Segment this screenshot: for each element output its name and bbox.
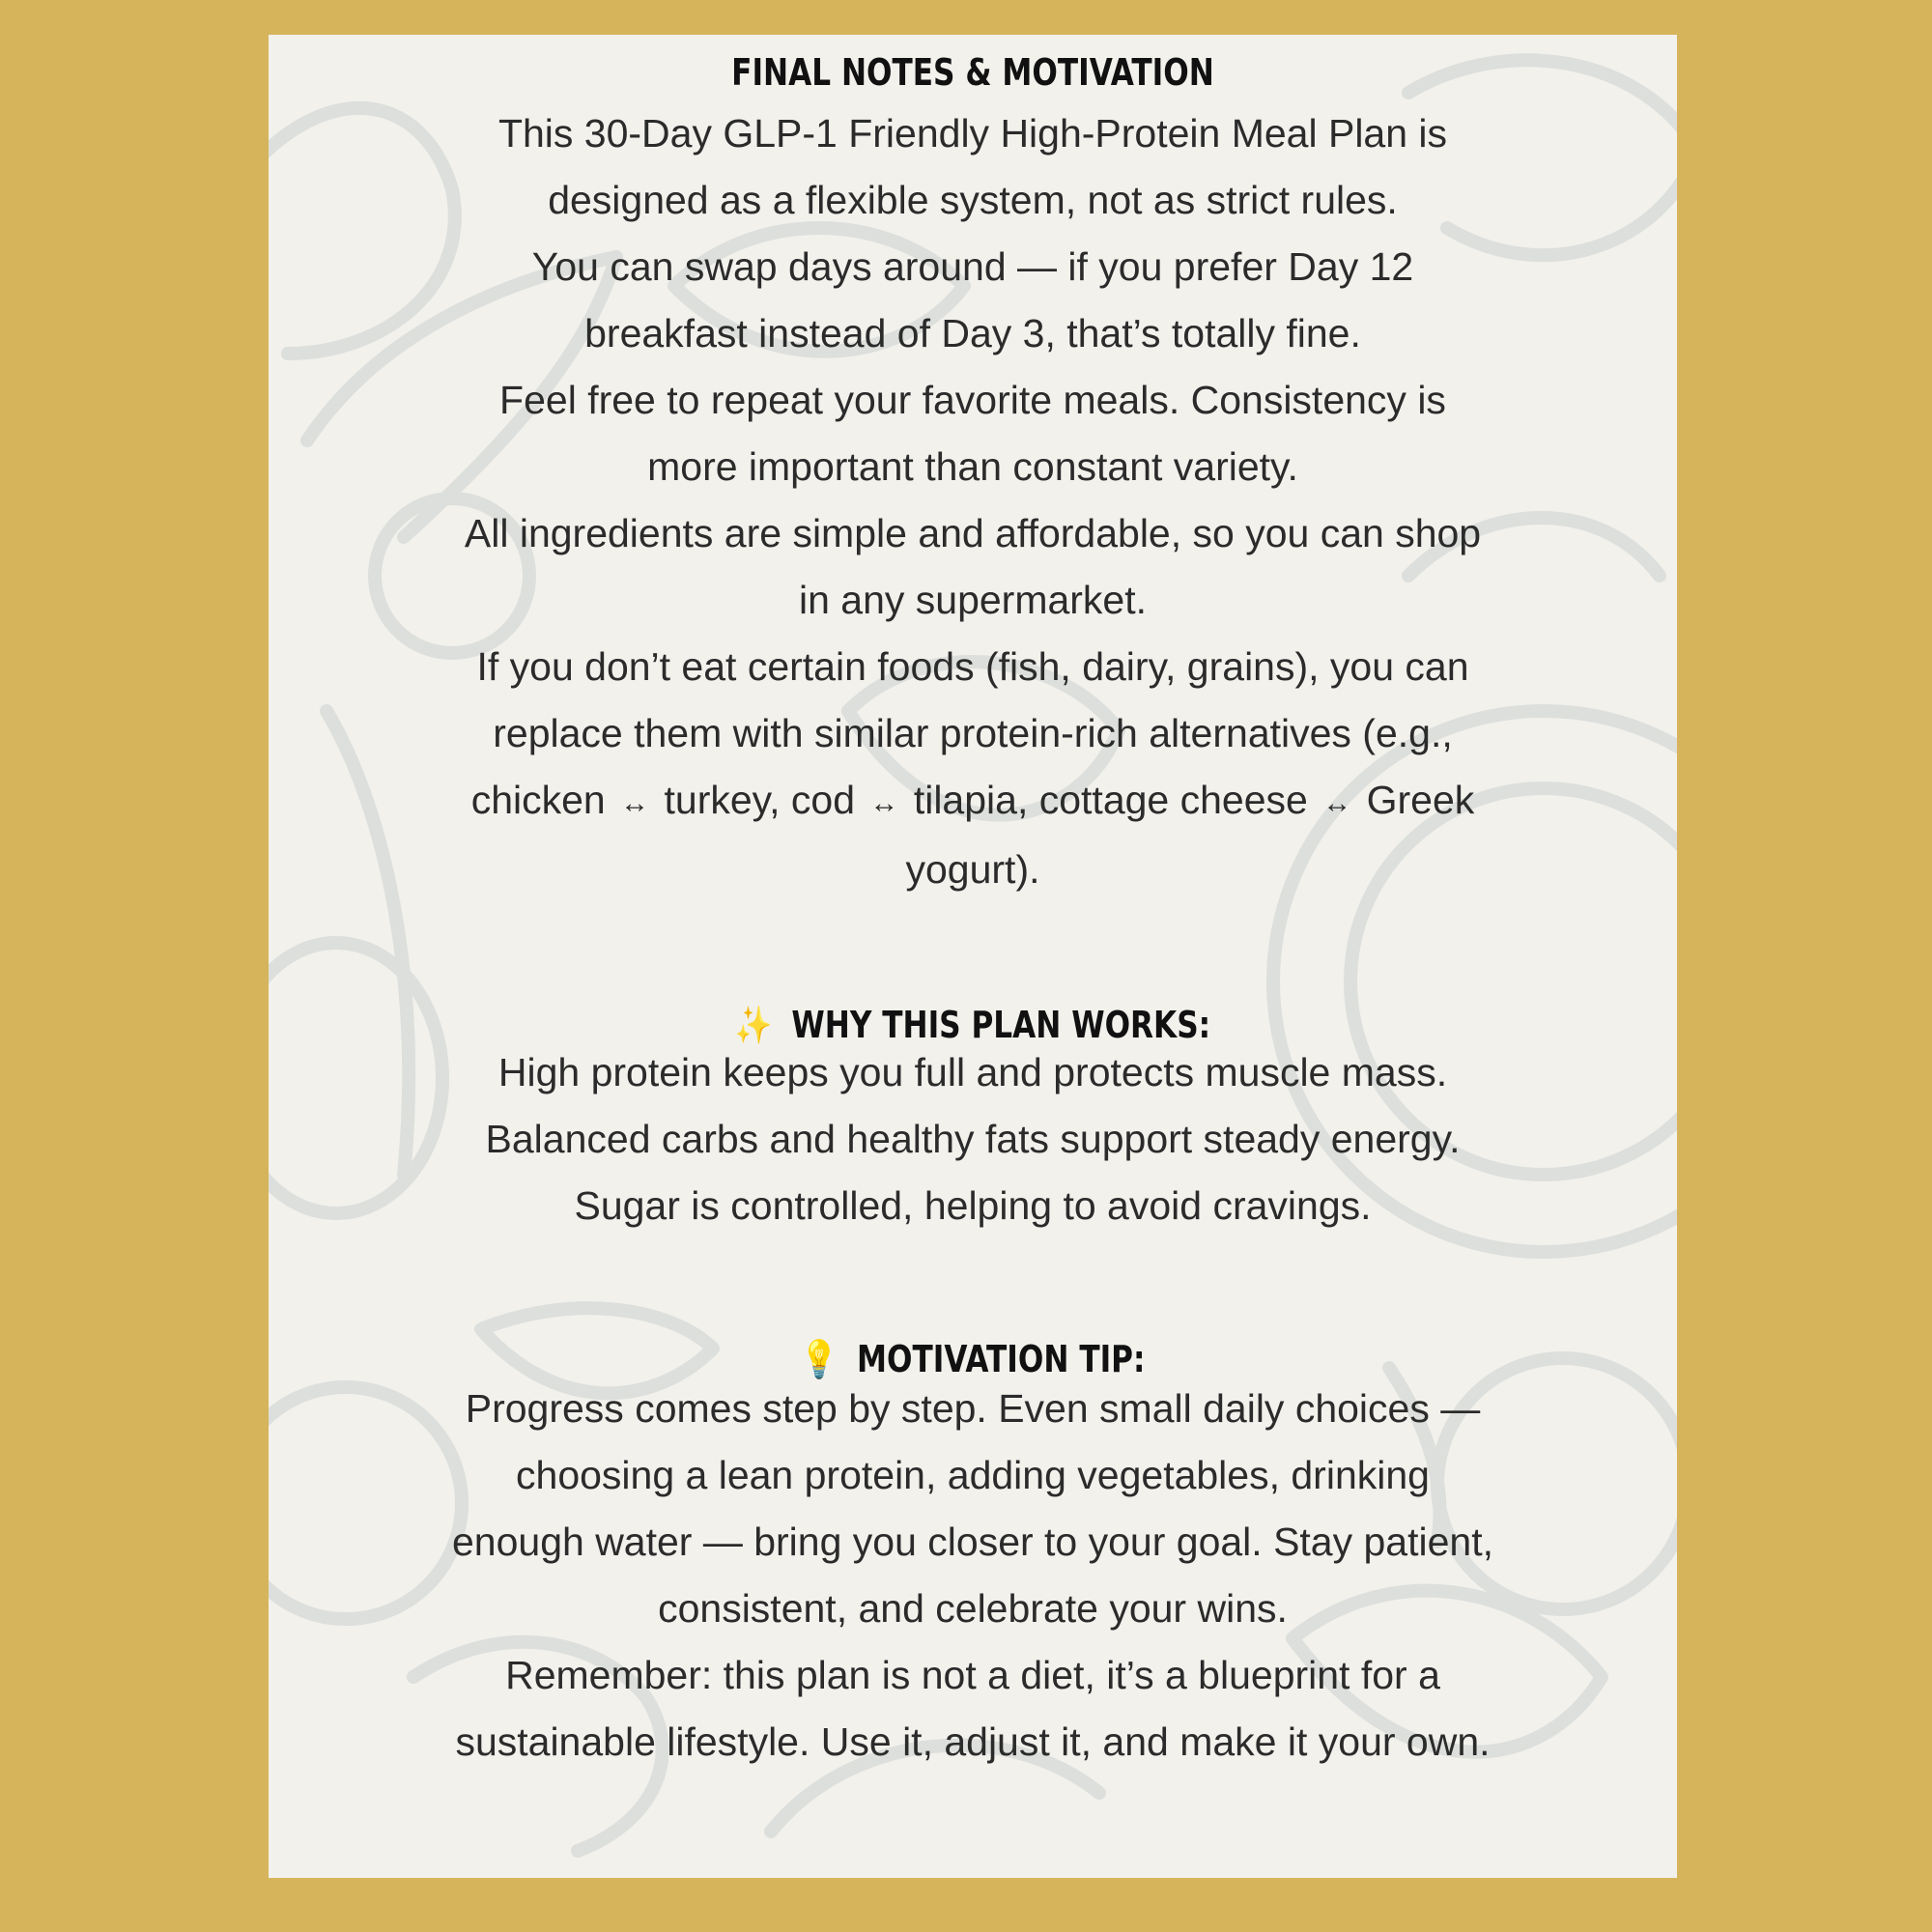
swap-text: Greek (1366, 778, 1475, 822)
motivation-body (269, 1376, 1677, 1776)
swap-arrow-icon: ↔ (869, 786, 899, 819)
swap-text: turkey, cod (664, 778, 856, 822)
final-notes-body (269, 100, 1677, 903)
motivation-line: consistent, and celebrate your wins. (658, 1586, 1288, 1631)
motivation-heading: MOTIVATION TIP: (857, 1338, 1146, 1380)
final-notes-line: Feel free to repeat your favorite meals. Consistency is (499, 378, 1446, 422)
lightbulb-icon: 💡 (800, 1338, 838, 1380)
final-notes-line: replace them with similar protein-rich alternatives (e.g., (493, 711, 1453, 755)
why-works-line: High protein keeps you full and protects muscle mass. (497, 1050, 1448, 1094)
motivation-line: choosing a lean protein, adding vegetables, drinking (516, 1453, 1430, 1497)
final-notes-line: All ingredients are simple and affordable, so you can shop (464, 511, 1482, 555)
final-notes-line: in any supermarket. (798, 578, 1148, 622)
motivation-line: Progress comes step by step. Even small daily choices — (465, 1386, 1481, 1431)
swap-text: tilapia, cottage cheese (913, 778, 1308, 822)
swap-arrow-icon: ↔ (620, 786, 650, 819)
final-notes-line: breakfast instead of Day 3, that’s totally fine. (584, 311, 1361, 355)
final-notes-line: yogurt). (905, 846, 1040, 892)
swap-arrow-icon: ↔ (1322, 786, 1352, 819)
motivation-line: Remember: this plan is not a diet, it’s a blueprint for a (505, 1653, 1440, 1697)
why-works-line: Sugar is controlled, helping to avoid cravings. (574, 1183, 1372, 1228)
why-works-line: Balanced carbs and healthy fats support steady energy. (485, 1117, 1461, 1161)
swap-examples-line (269, 767, 1677, 837)
motivation-line: sustainable lifestyle. Use it, adjust it, and make it your own. (455, 1719, 1491, 1764)
final-notes-line: designed as a flexible system, not as strict rules. (548, 178, 1398, 222)
swap-text: chicken (470, 778, 606, 822)
document-card (269, 35, 1677, 1878)
final-notes-heading: FINAL NOTES & MOTIVATION (731, 51, 1214, 94)
final-notes-line: If you don’t eat certain foods (fish, dairy, grains), you can (476, 644, 1469, 689)
final-notes-line: more important than constant variety. (647, 444, 1298, 489)
why-works-heading: WHY THIS PLAN WORKS: (791, 1004, 1211, 1046)
sparkles-icon: ✨ (734, 1004, 773, 1046)
final-notes-line: You can swap days around — if you prefer Day 12 (531, 244, 1414, 289)
motivation-line: enough water — bring you closer to your goal. Stay patient, (451, 1520, 1493, 1564)
final-notes-line: This 30-Day GLP-1 Friendly High-Protein Meal Plan is (497, 111, 1448, 156)
why-works-body (269, 1039, 1677, 1239)
